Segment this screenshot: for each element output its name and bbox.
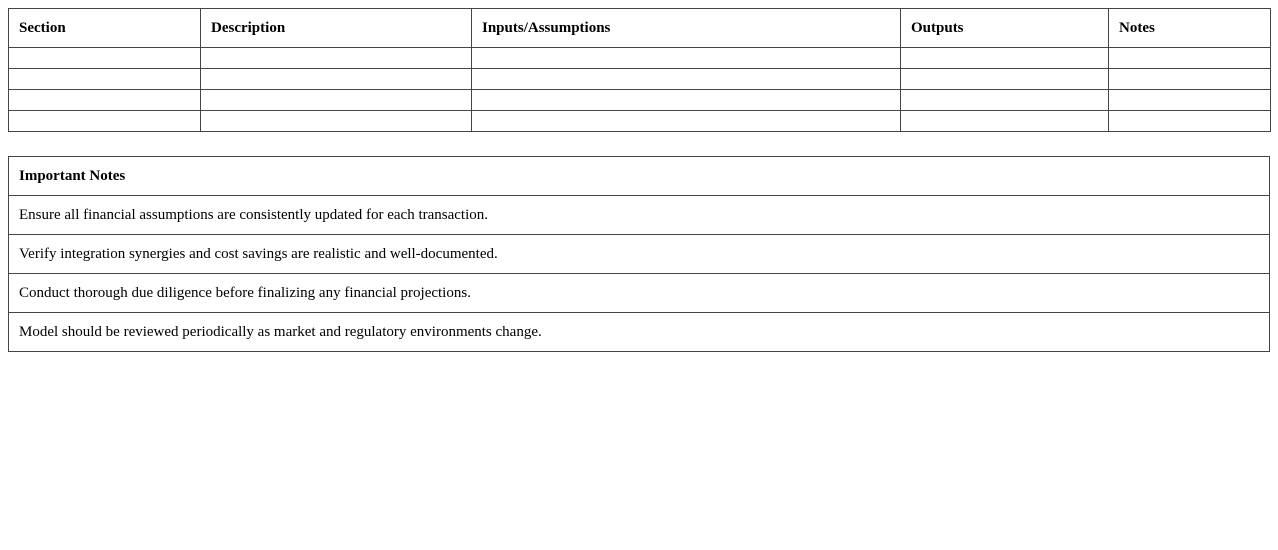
note-item: Model should be reviewed periodically as market and regulatory environments change.: [9, 313, 1270, 352]
table-cell: [9, 48, 201, 69]
note-row: [9, 313, 1270, 352]
important-notes-table: [8, 156, 1270, 352]
table-cell: [901, 48, 1109, 69]
table-row: [9, 111, 1271, 132]
header-row: [9, 9, 1271, 48]
table-cell: [1109, 48, 1271, 69]
table-cell: [901, 111, 1109, 132]
column-header-inputs: Inputs/Assumptions: [472, 9, 901, 48]
column-header-section: Section: [9, 9, 201, 48]
table-cell: [201, 90, 472, 111]
table-cell: [1109, 111, 1271, 132]
table-row: [9, 69, 1271, 90]
note-item: Ensure all financial assumptions are consistently updated for each transaction.: [9, 196, 1270, 235]
table-cell: [472, 69, 901, 90]
column-header-notes: Notes: [1109, 9, 1271, 48]
table-cell: [9, 111, 201, 132]
table-cell: [472, 111, 901, 132]
column-header-description: Description: [201, 9, 472, 48]
table-cell: [472, 48, 901, 69]
model-table: [8, 8, 1271, 132]
note-row: [9, 235, 1270, 274]
table-cell: [201, 48, 472, 69]
table-cell: [201, 69, 472, 90]
table-row: [9, 48, 1271, 69]
table-cell: [201, 111, 472, 132]
table-cell: [1109, 69, 1271, 90]
table-row: [9, 90, 1271, 111]
table-cell: [9, 90, 201, 111]
note-row: [9, 274, 1270, 313]
table-cell: [9, 69, 201, 90]
table-cell: [901, 69, 1109, 90]
note-item: Conduct thorough due diligence before finalizing any financial projections.: [9, 274, 1270, 313]
notes-header: Important Notes: [9, 157, 1270, 196]
table-cell: [901, 90, 1109, 111]
table-cell: [472, 90, 901, 111]
column-header-outputs: Outputs: [901, 9, 1109, 48]
notes-header-row: [9, 157, 1270, 196]
note-row: [9, 196, 1270, 235]
note-item: Verify integration synergies and cost savings are realistic and well-documented.: [9, 235, 1270, 274]
table-cell: [1109, 90, 1271, 111]
